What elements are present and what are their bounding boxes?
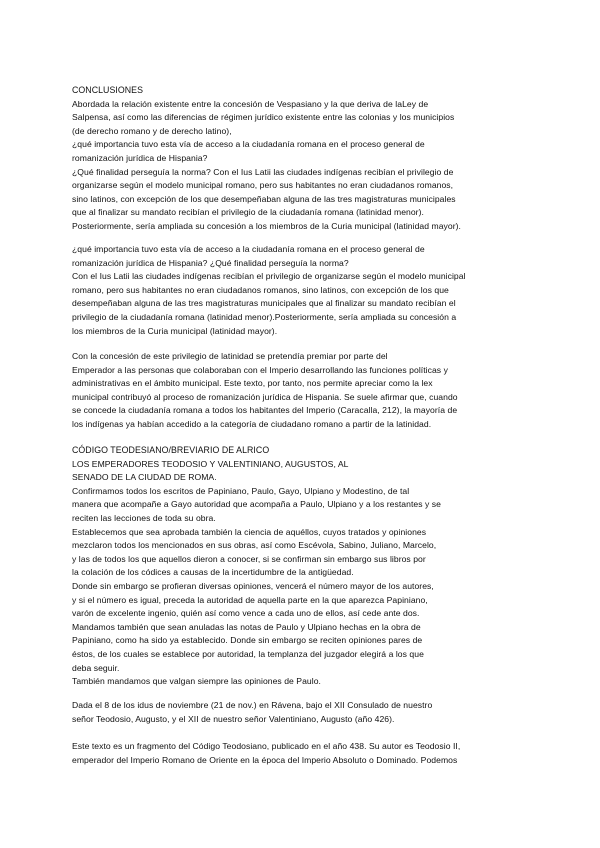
text-line: privilegio de la ciudadanía romana (latinidad menor).Posteriormente, sería ampliada su concesión a [72,311,457,322]
text-line: que al finalizar su mandato recibían el privilegio de la ciudadanía romana (latinidad menor). [72,207,424,218]
text-line: se concede la ciudadanía romana a todos los habitantes del Imperio (Caracalla, 212), la mayoría de [72,405,458,416]
text-line: Confirmamos todos los escritos de Papiniano, Paulo, Gayo, Ulpiano y Modestino, de tal [72,485,410,496]
text-line: municipal contribuyó al proceso de romanización jurídica de Hispania. Se suele afirmar que, cuando [72,391,458,402]
text-line: los indígenas ya habían accedido a la categoría de ciudadano romano a partir de la latinidad. [72,418,432,429]
text-line: los miembros de la Curia municipal (latinidad mayor). [72,325,278,336]
text-line: romanización jurídica de Hispania? [72,152,208,163]
text-line: (de derecho romano y de derecho latino), [72,125,232,136]
text-line: Con el Ius Latii las ciudades indígenas recibían el privilegio de organizarse según el modelo municipal [72,271,466,282]
text-line: SENADO DE LA CIUDAD DE ROMA. [72,472,217,483]
text-line: deba seguir. [72,662,120,673]
text-line: Posteriormente, sería ampliada su concesión a los miembros de la Curia municipal (latinidad mayor). [72,220,461,231]
section-heading: CÓDIGO TEODESIANO/BREVIARIO DE ALRICO [72,445,270,455]
text-line: Establecemos que sea aprobada también la ciencia de aquéllos, cuyos tratados y opiniones [72,526,427,537]
text-line: Emperador a las personas que colaboraban con el Imperio desarrollando las funciones políticas y [72,364,448,375]
text-line: emperador del Imperio Romano de Oriente en la época del Imperio Absoluto o Dominado. Podemos [72,754,458,765]
text-line: mezclaron todos los mencionados en sus obras, así como Escévola, Sabino, Juliano, Marcelo, [72,540,437,551]
text-line: Dada el 8 de los idus de noviembre (21 de nov.) en Rávena, bajo el XII Consulado de nuestro [72,700,433,710]
text-line: manera que acompañe a Gayo autoridad que acompaña a Paulo, Ulpiano y a los restantes y se [72,499,441,510]
text-line: organizarse según el modelo municipal romano, pero sus habitantes no eran ciudadanos romanos, [72,180,454,191]
text-line: ¿qué importancia tuvo esta vía de acceso a la ciudadanía romana en el proceso general de [72,244,425,254]
text-line: romanización jurídica de Hispania? ¿Qué finalidad perseguía la norma? [72,257,349,268]
text-line: la colación de los códices a causas de la incertidumbre de la antigüedad. [72,567,354,578]
section-fragmento [72,740,532,767]
text-line: Salpensa, así como las diferencias de régimen jurídico existente entre las colonias y los municipios [72,112,455,123]
text-line: LOS EMPERADORES TEODOSIO Y VALENTINIANO, AUGUSTOS, AL [72,458,349,469]
text-line: éstos, de los cuales se establece por autoridad, la templanza del juzgador elegirá a los que [72,648,424,659]
section-pregunta [72,243,532,338]
text-line: Este texto es un fragmento del Código Teodosiano, publicado en el año 438. Su autor es Teodosio II, [72,741,461,751]
section-heading: CONCLUSIONES [72,85,143,95]
text-line: y las de todos los que aquellos dieron a conocer, si se confirman sin embargo sus libros por [72,553,426,564]
text-line: Abordada la relación existente entre la concesión de Vespasiano y la que deriva de laLey de [72,98,429,109]
section-latinidad [72,350,532,432]
text-line: Papiniano, como ha sido ya establecido. Donde sin embargo se reciten opiniones pares de [72,635,423,646]
text-line: Mandamos también que sean anuladas las notas de Paulo y Ulpiano hechas en la obra de [72,621,421,632]
section-codigo [72,444,532,689]
text-line: Con la concesión de este privilegio de latinidad se pretendía premiar por parte del [72,351,388,361]
text-line: varón de excelente ingenio, quién así como vence a cada uno de ellos, así cede ante dos. [72,608,420,619]
text-line: También mandamos que valgan siempre las opiniones de Paulo. [72,676,321,687]
text-line: ¿qué importancia tuvo esta vía de acceso a la ciudadanía romana en el proceso general de [72,139,425,150]
text-line: administrativas en el ámbito municipal. Este texto, por tanto, nos permite apreciar como la lex [72,378,433,389]
text-line: y si el número es igual, preceda la autoridad de aquella parte en la que aparezca Papiniano, [72,594,428,605]
text-line: desempeñaban alguna de las tres magistraturas municipales que al finalizar su mandato recibían el [72,298,456,309]
text-line: romano, pero sus habitantes no eran ciudadanos romanos, sino latinos, con excepción de los que [72,284,449,295]
text-line: ¿Qué finalidad perseguía la norma? Con el Ius Latii las ciudades indígenas recibían el privilegio de [72,166,454,177]
section-conclusiones [72,84,532,234]
text-line: Donde sin embargo se profieran diversas opiniones, vencerá el número mayor de los autores, [72,580,434,591]
text-line: señor Teodosio, Augusto, y el XII de nuestro señor Valentiniano, Augusto (año 426). [72,713,395,724]
section-dada [72,699,532,726]
text-line: sino latinos, con excepción de los que desempeñaban alguna de las tres magistraturas municipales [72,193,456,204]
text-line: reciten las lecciones de toda su obra. [72,512,216,523]
